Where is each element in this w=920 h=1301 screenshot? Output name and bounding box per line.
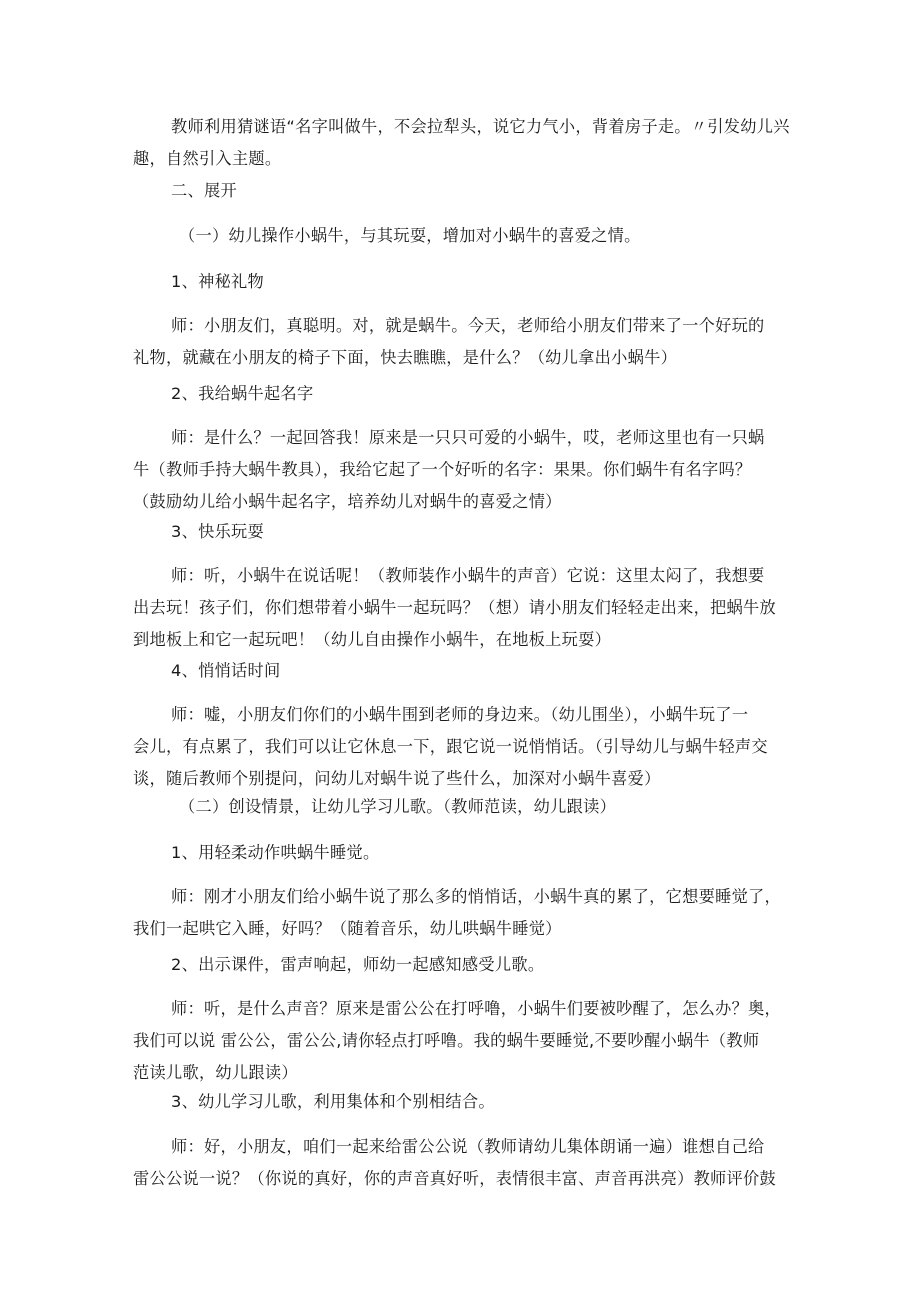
heading-text: 3、幼儿学习儿歌，利用集体和个别相结合。	[171, 1092, 495, 1111]
paragraph-thunder	[133, 993, 798, 1089]
paragraph-lullaby	[133, 881, 798, 945]
paragraph-learn-song	[133, 1131, 798, 1195]
text-line: 牛（教师手持大蜗牛教具），我给它起了一个好听的名字：果果。你们蜗牛有名字吗？	[133, 460, 752, 479]
text-line: 谈，随后教师个别提问，问幼儿对蜗牛说了些什么，加深对小蜗牛喜爱）	[133, 769, 661, 788]
intro-paragraph	[133, 111, 798, 175]
text-line: 教师利用猜谜语“名字叫做牛，不会拉犁头，说它力气小，背着房子走。〃引发幼儿兴	[171, 117, 790, 136]
text-line: 师：小朋友们，真聪明。对，就是蜗牛。今天，老师给小朋友们带来了一个好玩的	[171, 316, 765, 335]
text-line: 范读儿歌，幼儿跟读）	[133, 1063, 298, 1082]
text-line: 师：好，小朋友，咱们一起来给雷公公说（教师请幼儿集体朗诵一遍）谁想自己给	[171, 1137, 765, 1156]
text-line: 会儿，有点累了，我们可以让它休息一下，跟它说一说悄悄话。（引导幼儿与蜗牛轻声交	[133, 737, 768, 756]
paragraph-naming	[133, 422, 798, 518]
heading-text: 二、展开	[171, 181, 237, 200]
heading-text: 1、神秘礼物	[171, 272, 265, 291]
subsection-heading-2	[133, 791, 798, 823]
heading-text: 2、我给蜗牛起名字	[171, 384, 314, 403]
text-line: 到地板上和它一起玩吧！（幼儿自由操作小蜗牛，在地板上玩耍）	[133, 630, 612, 649]
text-line: 师：刚才小朋友们给小蜗牛说了那么多的悄悄话，小蜗牛真的累了，它想要睡觉了，	[171, 887, 782, 906]
step-heading-whisper	[133, 655, 798, 687]
heading-text: 3、快乐玩耍	[171, 522, 265, 541]
text-line: 趣，自然引入主题。	[133, 149, 282, 168]
text-line: 我们可以说 雷公公，雷公公,请你轻点打呼噜。我的蜗牛要睡觉,不要吵醒小蜗牛（教师	[133, 1031, 760, 1050]
step-heading-play	[133, 516, 798, 548]
text-line: 雷公公说一说？（你说的真好，你的声音真好听，表情很丰富、声音再洪亮）教师评价鼓	[133, 1169, 777, 1188]
text-line: 我们一起哄它入睡，好吗？（随着音乐，幼儿哄蜗牛睡觉）	[133, 919, 562, 938]
step-heading-thunder	[133, 949, 798, 981]
text-line: 师：嘘，小朋友们你们的小蜗牛围到老师的身边来。（幼儿围坐），小蜗牛玩了一	[171, 705, 749, 724]
paragraph-whisper	[133, 699, 798, 795]
heading-text: 1、用轻柔动作哄蜗牛睡觉。	[171, 843, 380, 862]
subsection-heading-1	[133, 220, 798, 252]
step-heading-learn-song	[133, 1086, 798, 1118]
heading-text: 4、悄悄话时间	[171, 661, 281, 680]
step-heading-mystery-gift	[133, 266, 798, 298]
text-line: 礼物，就藏在小朋友的椅子下面，快去瞧瞧，是什么？（幼儿拿出小蜗牛）	[133, 348, 678, 367]
step-heading-naming	[133, 378, 798, 410]
section-heading-expand	[133, 175, 798, 207]
step-heading-lullaby	[133, 837, 798, 869]
text-line: 出去玩！孩子们，你们想带着小蜗牛一起玩吗？（想）请小朋友们轻轻走出来，把蜗牛放	[133, 598, 777, 617]
heading-text: （一）幼儿操作小蜗牛，与其玩耍，增加对小蜗牛的喜爱之情。	[179, 226, 641, 245]
paragraph-play	[133, 560, 798, 656]
text-line: 师：听，是什么声音？原来是雷公公在打呼噜，小蜗牛们要被吵醒了，怎么办？奥，	[171, 999, 782, 1018]
text-line: （鼓励幼儿给小蜗牛起名字，培养幼儿对蜗牛的喜爱之情）	[133, 492, 562, 511]
paragraph-mystery-gift	[133, 310, 798, 374]
heading-text: （二）创设情景，让幼儿学习儿歌。（教师范读，幼儿跟读）	[179, 797, 617, 816]
heading-text: 2、出示课件，雷声响起，师幼一起感知感受儿歌。	[171, 955, 545, 974]
text-line: 师：听，小蜗牛在说话呢！（教师装作小蜗牛的声音）它说：这里太闷了，我想要	[171, 566, 765, 585]
text-line: 师：是什么？一起回答我！原来是一只只可爱的小蜗牛，哎，老师这里也有一只蜗	[171, 428, 765, 447]
